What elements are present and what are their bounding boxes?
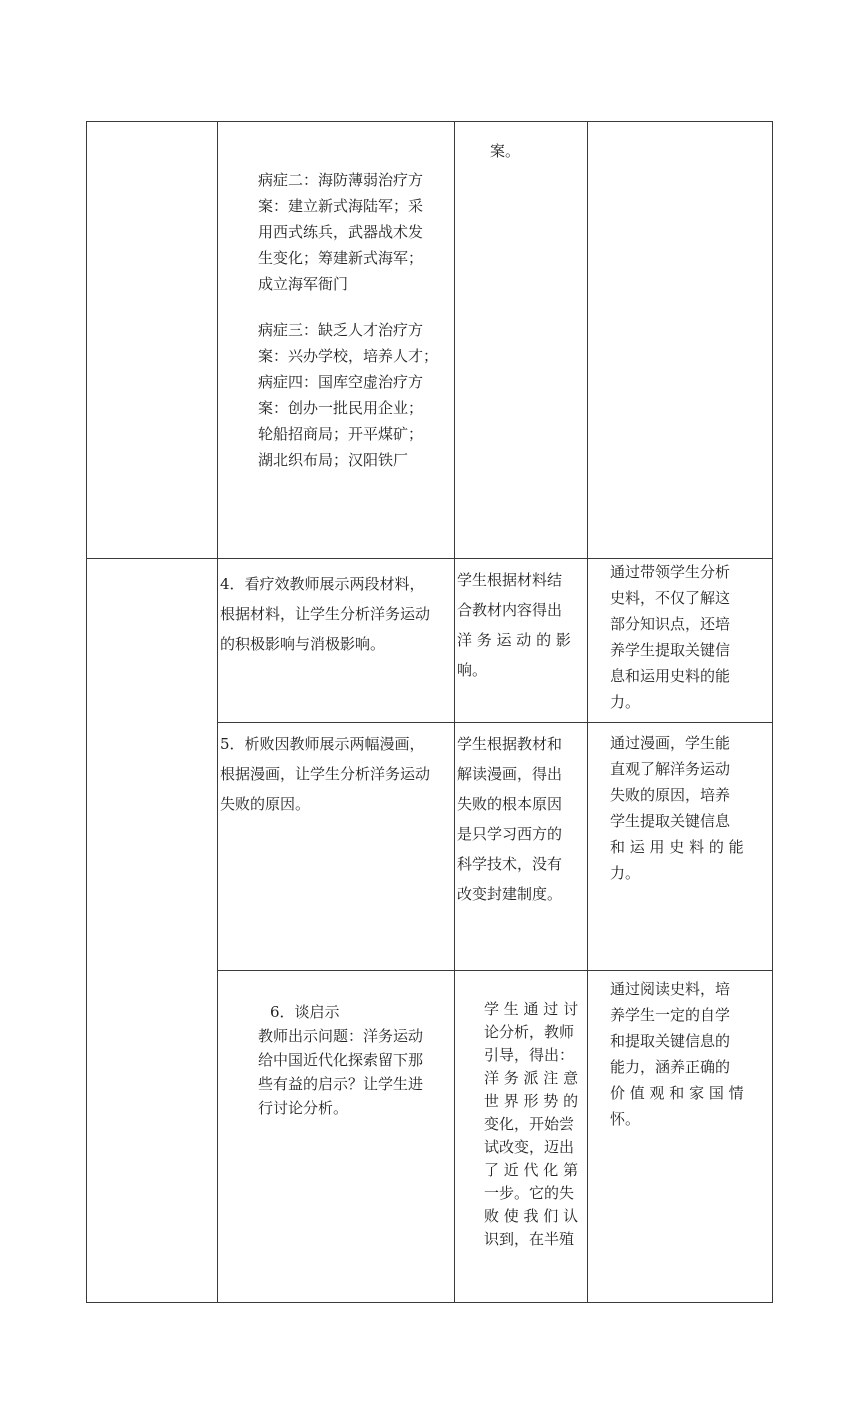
text-line: 史料，不仅了解这 — [610, 589, 731, 607]
table-border-bottom — [86, 1302, 773, 1303]
text-line: 合教材内容得出 — [457, 601, 563, 619]
text-line: 学 生 通 过 讨 — [484, 1000, 579, 1018]
text-line: 失败的原因，培养 — [610, 786, 731, 804]
row1-student-cell — [490, 138, 586, 164]
table-border-right — [772, 121, 773, 1303]
text-line: 的积极影响与消极影响。 — [220, 635, 386, 653]
text-line: 引导，得出： — [484, 1046, 575, 1064]
text-line: 了 近 代 化 第 — [484, 1161, 579, 1179]
row2-intent-cell — [610, 559, 770, 715]
text-line: 6．谈启示 — [270, 1003, 340, 1021]
row4-intent-cell — [610, 976, 770, 1132]
text-line: 轮船招商局；开平煤矿； — [258, 425, 424, 443]
text-line: 怀。 — [610, 1110, 641, 1128]
text-line: 是只学习西方的 — [457, 825, 563, 843]
text-line: 力。 — [610, 693, 641, 711]
text-line: 息和运用史料的能 — [610, 667, 731, 685]
text-line: 世 界 形 势 的 — [484, 1092, 579, 1110]
row4-activity-cell — [258, 1000, 454, 1120]
row2-activity-cell — [220, 569, 453, 659]
text-line: 给中国近代化探索留下那 — [258, 1051, 424, 1069]
text-line: 力。 — [610, 864, 641, 882]
text-line: 病症二：海防薄弱治疗方 — [258, 171, 424, 189]
text-line: 和 运 用 史 料 的 能 — [610, 838, 744, 856]
column-divider-2 — [454, 121, 455, 1303]
text-line: 部分知识点，还培 — [610, 615, 731, 633]
text-line: 些有益的启示？让学生进 — [258, 1075, 424, 1093]
text-line: 病症四：国库空虚治疗方 — [258, 373, 424, 391]
text-line: 价 值 观 和 家 国 情 — [610, 1084, 744, 1102]
row-divider-2 — [218, 722, 773, 723]
text-line: 能力，涵养正确的 — [610, 1058, 731, 1076]
table-border-left — [86, 121, 87, 1303]
text-line: 病症三：缺乏人才治疗方 — [258, 321, 424, 339]
text-line: 败 使 我 们 认 — [484, 1207, 579, 1225]
text-line: 识到，在半殖 — [484, 1230, 575, 1248]
text-line: 和提取关键信息的 — [610, 1032, 731, 1050]
row3-intent-cell — [610, 730, 770, 886]
column-divider-3 — [587, 121, 588, 1303]
row3-student-cell — [457, 729, 586, 909]
text-line: 教师出示问题：洋务运动 — [258, 1027, 424, 1045]
text-line: 案。 — [490, 142, 521, 160]
text-line: 根据漫画，让学生分析洋务运动 — [220, 765, 431, 783]
row-divider-3 — [218, 970, 773, 971]
text-line: 通过阅读史料，培 — [610, 980, 731, 998]
text-line: 响。 — [457, 661, 488, 679]
text-line: 案：建立新式海陆军；采 — [258, 197, 424, 215]
text-line: 生变化；筹建新式海军； — [258, 249, 424, 267]
row2-student-cell — [457, 565, 586, 685]
text-line: 5．析败因教师展示两幅漫画， — [220, 735, 425, 753]
row4-student-cell — [484, 998, 586, 1251]
text-line: 科学技术，没有 — [457, 855, 563, 873]
text-line: 失败的原因。 — [220, 795, 311, 813]
text-line: 案：兴办学校，培养人才； — [258, 347, 439, 365]
text-line: 根据材料，让学生分析洋务运动 — [220, 605, 431, 623]
text-line: 学生根据教材和 — [457, 735, 563, 753]
text-line: 养学生提取关键信 — [610, 641, 731, 659]
text-line: 学生提取关键信息 — [610, 812, 731, 830]
text-line: 解读漫画，得出 — [457, 765, 563, 783]
text-line: 4．看疗效教师展示两段材料， — [220, 575, 425, 593]
row1-activity-paragraph-1 — [258, 167, 454, 297]
table-border-top — [86, 121, 773, 122]
text-line: 失败的根本原因 — [457, 795, 563, 813]
text-line: 行讨论分析。 — [258, 1099, 349, 1117]
text-line: 通过漫画，学生能 — [610, 734, 731, 752]
text-line: 试改变，迈出 — [484, 1138, 575, 1156]
text-line: 湖北织布局；汉阳铁厂 — [258, 451, 409, 469]
paragraph-gap — [258, 297, 454, 317]
text-line: 洋 务 派 注 意 — [484, 1069, 579, 1087]
text-line: 案：创办一批民用企业； — [258, 399, 424, 417]
text-line: 通过带领学生分析 — [610, 563, 731, 581]
row3-activity-cell — [220, 729, 453, 819]
row1-activity-paragraph-2 — [258, 317, 454, 473]
text-line: 一步。它的失 — [484, 1184, 575, 1202]
column-divider-1 — [217, 121, 218, 1303]
text-line: 直观了解洋务运动 — [610, 760, 731, 778]
text-line: 改变封建制度。 — [457, 885, 563, 903]
text-line: 养学生一定的自学 — [610, 1006, 731, 1024]
row1-activity-cell — [258, 167, 454, 473]
text-line: 用西式练兵，武器战术发 — [258, 223, 424, 241]
text-line: 成立海军衙门 — [258, 275, 349, 293]
text-line: 学生根据材料结 — [457, 571, 563, 589]
text-line: 论分析，教师 — [484, 1023, 575, 1041]
text-line: 变化，开始尝 — [484, 1115, 575, 1133]
text-line: 洋 务 运 动 的 影 — [457, 631, 571, 649]
